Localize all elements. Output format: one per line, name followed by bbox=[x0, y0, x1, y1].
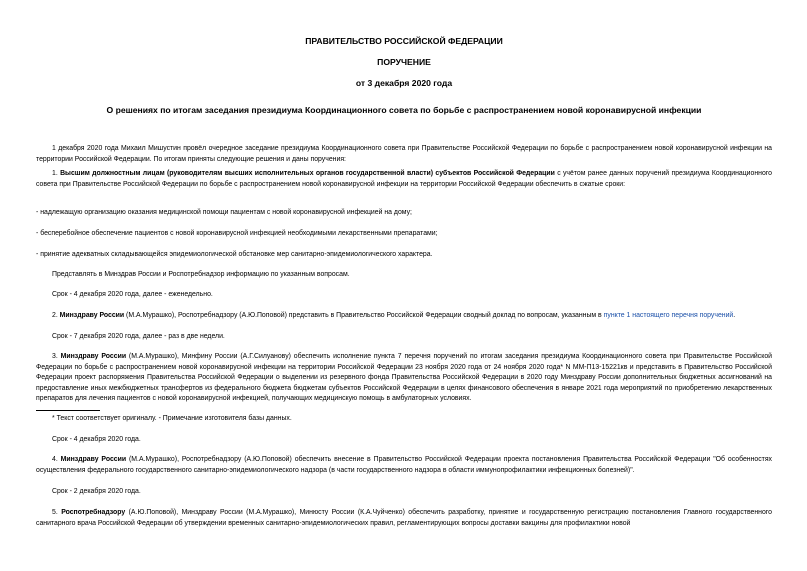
header-doc-type: ПОРУЧЕНИЕ bbox=[377, 57, 431, 67]
item-5-number: 5. bbox=[52, 509, 58, 516]
bullet-3: - принятие адекватных складывающейся эпидемиологической обстановке мер санитарно-эпидемиологического характера. bbox=[36, 251, 433, 258]
item-3-text: (М.А.Мурашко), Минфину России (А.Г.Силуанову) обеспечить исполнение пункта 7 перечня поручений по итогам заседания президиума Координационного совета при Правительстве Российской Федерации по борьбе с распространением новой коронавирусной инфекции на территории Российской Федерации 23 ноября 2020 года от 24 ноября 2020 года* N ММ-П13-15221кв и представить в Правительство Российской Федерации проект распоряжения Правительства Российской Федерации о выделении из резервного фонда Правительства Российской Федерации в 2020 году Минздраву России дополнительных бюджетных ассигнований на предоставление иных межбюджетных трансфертов из федерального бюджета бюджетам субъектов Российской Федерации в целях финансового обеспечения в январе 2021 года мероприятий по приобретению лекарственных препаратов для лечения пациентов с новой коронавирусной инфекцией, получающих медицинскую помощь в амбулаторных условиях. bbox=[36, 353, 773, 403]
footnote-separator bbox=[36, 410, 100, 411]
header-date: от 3 декабря 2020 года bbox=[355, 78, 453, 88]
item-4-text: (М.А.Мурашко), Роспотребнадзору (А.Ю.Поповой) обеспечить внесение в Правительство Российской Федерации проекта постановления Правительства Российской Федерации "Об особенностях осуществления федерального государственного санитарно-эпидемиологического надзора (в части государственного надзора в области иммунопрофилактики инфекционных болезней)". bbox=[36, 456, 772, 474]
item-2-number: 2. bbox=[52, 312, 58, 319]
item-2-link[interactable]: пункте 1 настоящего перечня поручений bbox=[603, 312, 734, 319]
footnote: * Текст соответствует оригиналу. - Примечание изготовителя базы данных. bbox=[52, 415, 292, 422]
item-3-paragraph bbox=[36, 352, 772, 405]
header-org: ПРАВИТЕЛЬСТВО РОССИЙСКОЙ ФЕДЕРАЦИИ bbox=[305, 36, 503, 46]
item-4-deadline: Срок - 2 декабря 2020 года. bbox=[52, 488, 141, 495]
item-2-deadline: Срок - 7 декабря 2020 года, далее - раз в две недели. bbox=[52, 333, 225, 340]
item-5-addressee: Роспотребнадзору bbox=[61, 509, 126, 516]
bullet-2: - бесперебойное обеспечение пациентов с новой коронавирусной инфекцией необходимыми лекарственными препаратами; bbox=[36, 230, 438, 237]
intro-paragraph: 1 декабря 2020 года Михаил Мишустин провёл очередное заседание президиума Координационного совета при Правительстве Российской Федерации по борьбе с распространением новой коронавирусной инфекции на территории Российской Федерации. По итогам приняты следующие решения и даны поручения: bbox=[36, 145, 772, 163]
document-title: О решениях по итогам заседания президиума Координационного совета по борьбе с распространением новой коронавирусной инфекции bbox=[106, 105, 702, 115]
item-5-text: (А.Ю.Поповой), Минздраву России (М.А.Мурашко), Минюсту России (К.А.Чуйченко) обеспечить разработку, принятие и государственную регистрацию постановления Главного государственного санитарного врача Российской Федерации об утверждении временных санитарно-эпидемиологических правил, регламентирующих вопросы доставки вакцины для профилактики новой bbox=[36, 509, 773, 527]
item-1-addressee: Высшим должностным лицам (руководителям высших исполнительных органов государственной власти) субъектов Российской Федерации bbox=[60, 170, 555, 177]
item-3-deadline: Срок - 4 декабря 2020 года. bbox=[52, 436, 141, 443]
item-3-addressee: Минздраву России bbox=[60, 353, 127, 360]
item-1-text: с учётом ранее данных поручений президиума Координационного совета при Правительстве Российской Федерации по борьбе с распространением новой коронавирусной инфекции на территории Российской Федерации обеспечить в сжатые сроки: bbox=[36, 170, 772, 188]
item-4-number: 4. bbox=[52, 456, 58, 463]
item-4-addressee: Минздраву России bbox=[60, 456, 127, 463]
item-2-end: . bbox=[733, 312, 736, 319]
bullet-1: - надлежащую организацию оказания медицинской помощи пациентам с новой коронавирусной инфекцией на дому; bbox=[36, 209, 412, 216]
item-4-paragraph bbox=[36, 455, 772, 476]
item-3-number: 3. bbox=[52, 353, 58, 360]
item-1-report: Представлять в Минздрав России и Роспотребнадзор информацию по указанным вопросам. bbox=[52, 271, 350, 278]
item-5-paragraph bbox=[36, 508, 772, 529]
item-2-addressee: Минздраву России bbox=[59, 312, 125, 319]
item-1-number: 1. bbox=[52, 170, 58, 177]
item-1-paragraph bbox=[36, 169, 772, 190]
item-1-deadline: Срок - 4 декабря 2020 года, далее - еженедельно. bbox=[52, 291, 213, 298]
item-2-paragraph bbox=[36, 311, 772, 322]
item-2-text: (М.А.Мурашко), Роспотребнадзору (А.Ю.Поповой) представить в Правительство Российской Федерации сводный доклад по вопросам, указанным в bbox=[124, 312, 604, 319]
